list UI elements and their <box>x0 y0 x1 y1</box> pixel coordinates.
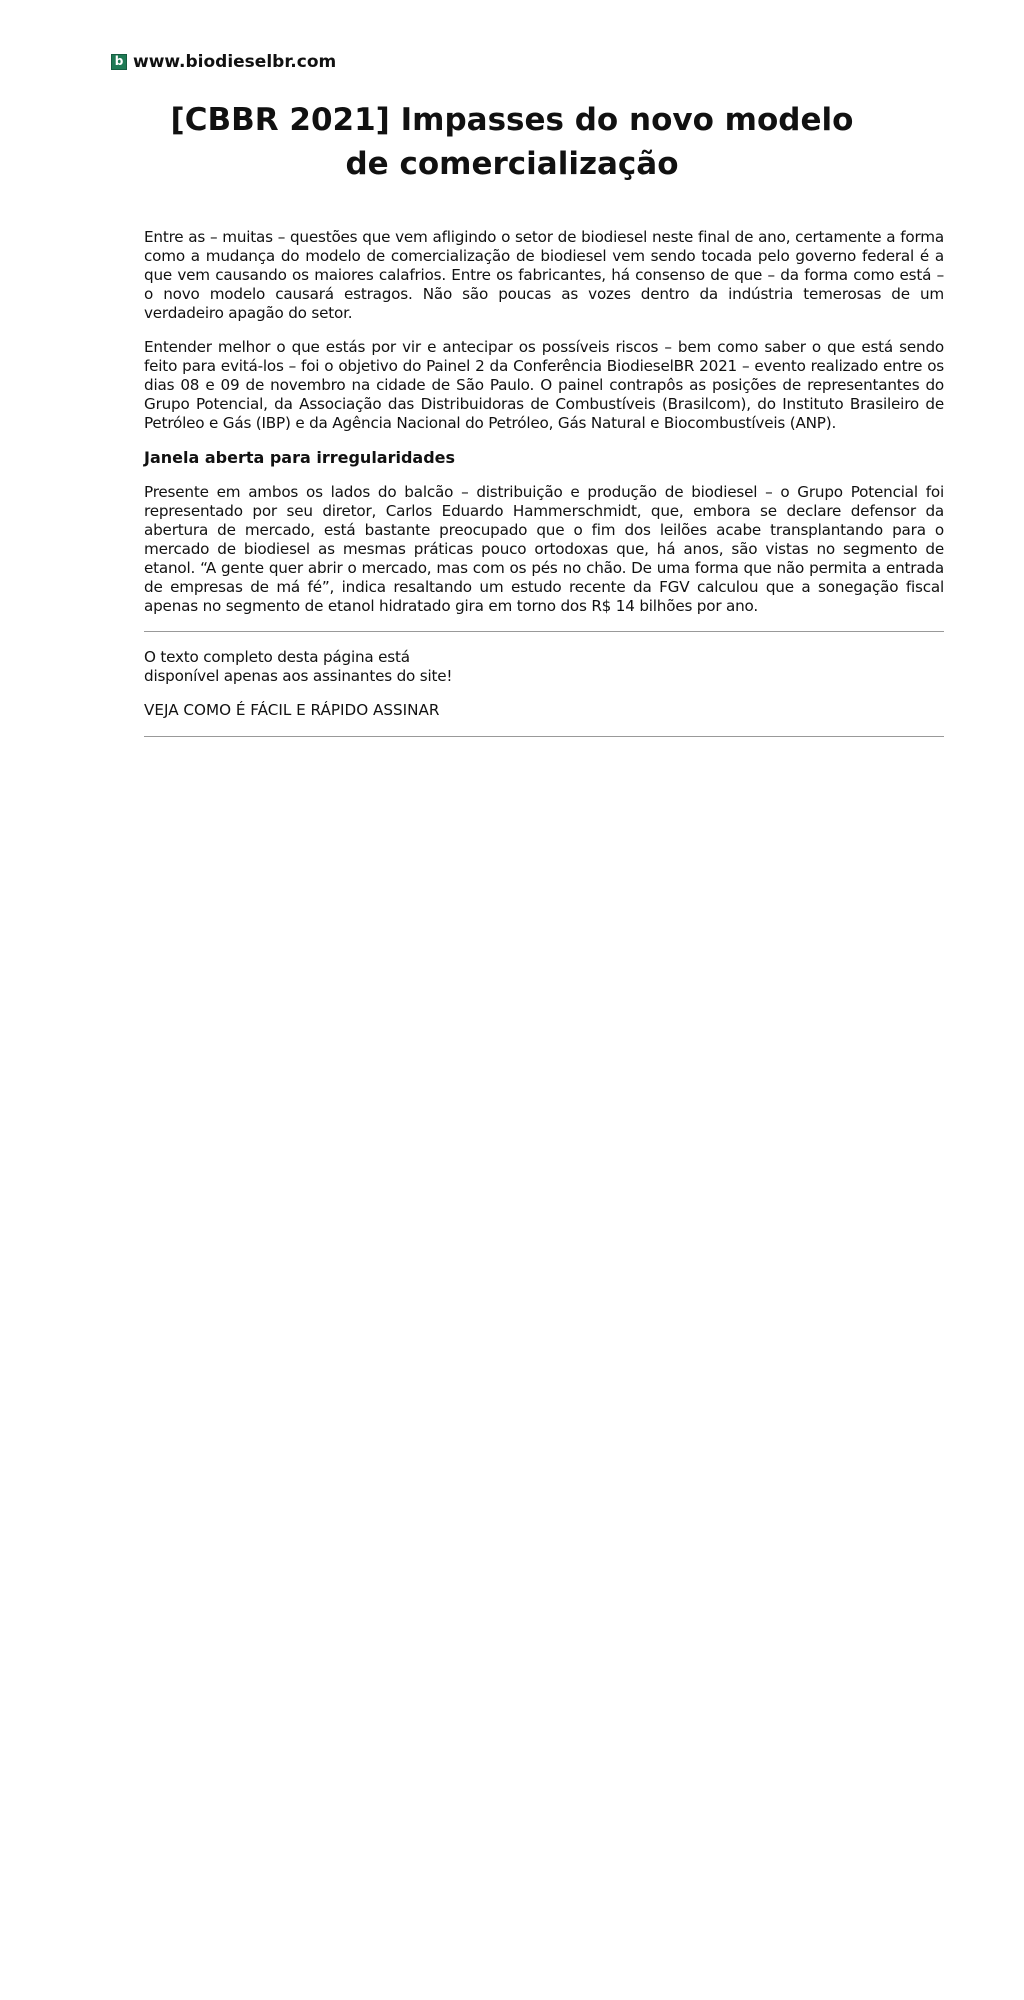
article-paragraph: Entre as – muitas – questões que vem afligindo o setor de biodiesel neste final de ano, certamente a forma como a mudança do modelo de comercialização de biodiesel vem sendo tocada pelo governo federal é a que vem causando os maiores calafrios. Entre os fabricantes, há consenso de que – da forma como está – o novo modelo causará estragos. Não são poucas as vozes dentro da indústria temerosas de um verdadeiro apagão do setor. <box>144 228 944 322</box>
divider <box>144 631 944 632</box>
page-title: [CBBR 2021] Impasses do novo modelo de comercialização <box>170 102 854 182</box>
paywall-notice <box>144 648 944 720</box>
site-logo-letter: b <box>114 54 124 68</box>
site-logo-icon <box>111 54 127 70</box>
article-paragraph: Entender melhor o que estás por vir e antecipar os possíveis riscos – bem como saber o que está sendo feito para evitá-los – foi o objetivo do Painel 2 da Conferência BiodieselBR 2021 – evento realizado entre os dias 08 e 09 de novembro na cidade de São Paulo. O painel contrapôs as posições de representantes do Grupo Potencial, da Associação das Distribuidoras de Combustíveis (Brasilcom), do Instituto Brasileiro de Petróleo e Gás (IBP) e da Agência Nacional do Petróleo, Gás Natural e Biocombustíveis (ANP). <box>144 338 944 432</box>
site-header[interactable] <box>111 52 336 72</box>
site-name[interactable]: www.biodieselbr.com <box>133 52 337 72</box>
section-heading: Janela aberta para irregularidades <box>144 448 456 467</box>
paywall-message: O texto completo desta página está disponível apenas aos assinantes do site! <box>144 648 453 685</box>
divider <box>144 736 944 737</box>
subscribe-link[interactable]: VEJA COMO É FÁCIL E RÁPIDO ASSINAR <box>144 701 440 719</box>
article-body <box>144 228 944 753</box>
article-paragraph: Presente em ambos os lados do balcão – distribuição e produção de biodiesel – o Grupo Potencial foi representado por seu diretor, Carlos Eduardo Hammerschmidt, que, embora se declare defensor da abertura de mercado, está bastante preocupado que o fim dos leilões acabe transplantando para o mercado de biodiesel as mesmas práticas pouco ortodoxas que, há anos, são vistas no segmento de etanol. “A gente quer abrir o mercado, mas com os pés no chão. De uma forma que não permita a entrada de empresas de má fé”, indica resaltando um estudo recente da FGV calculou que a sonegação fiscal apenas no segmento de etanol hidratado gira em torno dos R$ 14 bilhões por ano. <box>144 483 944 615</box>
